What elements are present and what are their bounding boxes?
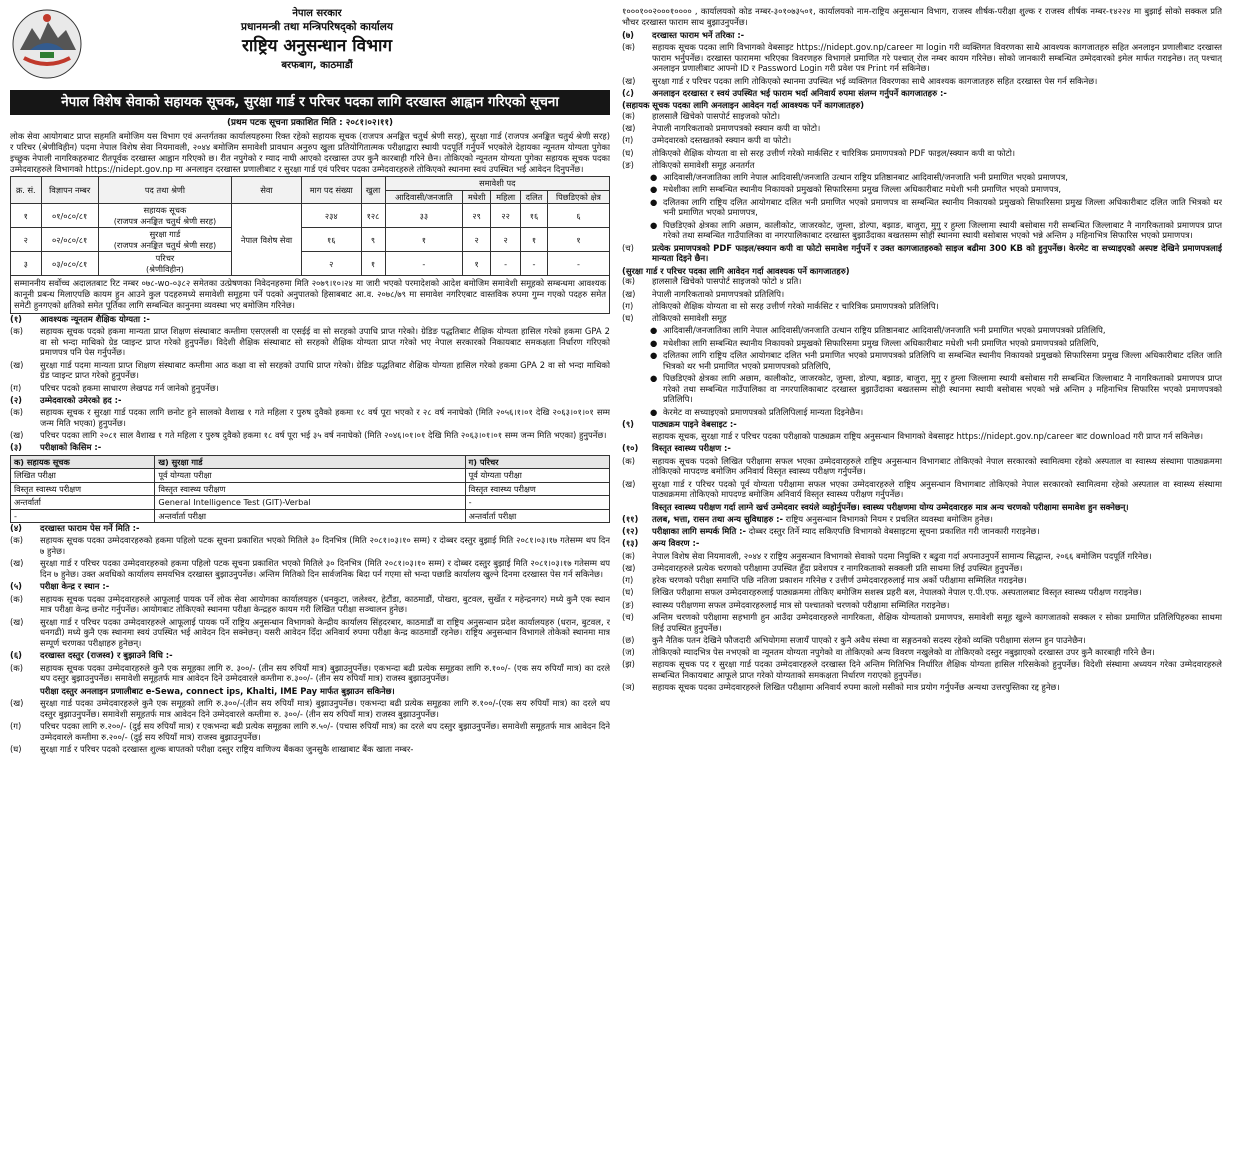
cell-adv-no: ०१/०८०/८१ [41, 204, 98, 228]
section-number: (१) [10, 313, 23, 324]
department-name: राष्ट्रिय अनुसन्धान विभाग [241, 36, 393, 57]
list-item [10, 535, 610, 557]
government-name: नेपाल सरकार [292, 8, 342, 19]
bullet-text: मधेशीका लागि सम्बन्धित स्थानीय निकायको प्रमुखको सिफारिसमा प्रमुख जिल्ला अधिकारीबाट मधेशी भनी प्रमाणित भएको प्रमाणपत्र, [663, 184, 1062, 195]
list-item [10, 558, 610, 580]
table-cell: लिखित परीक्षा [11, 469, 155, 483]
table-header: मधेशी [463, 190, 491, 204]
list-item [10, 663, 610, 685]
item-text: तोकिएको म्यादभित्र पेस नभएको वा न्यूनतम योग्यता नपुगेको वा तोकिएको अन्य विवरण नखुलेको वा तोकिएको दस्तुर नबुझाएको दरखास्त उपर कुनै कारबाही गरिने छैन। [652, 647, 1155, 657]
section-heading [10, 395, 610, 406]
section-text: दोब्बर दस्तुर तिर्ने म्याद सकिएपछि विभागको वेबसाइटमा सूचना प्रकाशित गरी जानकारी गराइनेछ। [748, 526, 1040, 536]
table-row [11, 482, 610, 496]
table-cell: विस्तृत स्वास्थ्य परीक्षण [155, 482, 465, 496]
item-label: (ख) [10, 697, 24, 708]
item-text: सुरक्षा गार्ड र परिचर पदका उम्मेदवारहरुले आफूलाई पायक पर्ने राष्ट्रिय अनुसन्धान विभागको केन्द्रीय कार्यालय सिंहदरबार, काठमाडौं वा राष्ट्रिय अनुसन्धान प्रदेश कार्यालयहरु (धरान, बुटवल, र धनगढी) मध्ये कुनै एक स्थानमा स्वयं उपस्थित भई आवेदन दिन सक्नेछन्। यसरी आवेदन दिँदा अनिवार्य रुपमा परीक्षा केन्द्र काठमाडौं रहनेछ। राष्ट्रिय अनुसन्धान विभागले तोकेको स्थानमा मात्र सम्पूर्ण चरणका परीक्षाहरु हुनेछन्। [40, 616, 610, 649]
table-row [11, 496, 610, 510]
table-cell: पूर्व योग्यता परीक्षा [465, 469, 609, 483]
subheading: (सहायक सूचक पदका लागि अनलाइन आवेदन गर्दा आवश्यक पर्ने कागजातहरु) [622, 100, 865, 110]
list-item [622, 160, 1222, 171]
table-cell: अन्तर्वार्ता परीक्षा [465, 509, 609, 523]
cell-post [98, 228, 231, 252]
list-item [10, 617, 610, 649]
section-body [652, 526, 1222, 537]
section-heading [622, 419, 1222, 430]
item-label: (घ) [622, 313, 634, 323]
bullet-text: पिछडिएको क्षेत्रका लागि अछाम, कालीकोट, जाजरकोट, जुम्ला, डोल्पा, बझाङ, बाजुरा, मुगु र हुम्ला जिल्लामा स्थायी बसोबास गरी सम्बन्धित जिल्लाबाट नै नागरिकताको प्रमाणपत्र प्राप्त गरेको तथा सम्बन्धित गाउँपालिका वा नगरपालिकाबाट दरखास्त बुझाउँदाका बखतसम्म सोही स्थानमा स्थायी बसोबास भएको भन्ने अन्तिम ३ महिनाभित्र सिफारिस भएको प्रमाणपत्र। [663, 219, 1222, 241]
bullet-icon: ● [650, 172, 658, 182]
item-text: सहायक सूचक र सुरक्षा गार्ड पदका लागि छनोट हुने सालको वैशाख १ गते महिला र पुरुष दुवैको हकमा १८ वर्ष पूरा भएको र २८ वर्ष ननाघेको (मिति २०५६।१।०१ देखि २०६३।०१।०१ सम्म जन्म मिति भएका) हुनुपर्नेछ। [40, 407, 610, 428]
item-label: (क) [622, 276, 635, 287]
section-title: परीक्षाको किसिम :- [40, 442, 102, 453]
section-heading [10, 442, 610, 453]
section-number: (५) [10, 581, 23, 592]
list-item [622, 612, 1222, 634]
table-header: खुला [361, 177, 385, 204]
table-header: विज्ञापन नम्बर [41, 177, 98, 204]
post-name: सुरक्षा गार्ड [149, 229, 181, 240]
table-header: दलित [521, 190, 548, 204]
item-text: हरेक चरणको परीक्षा समाप्ति पछि नतिजा प्रकाशन गरिनेछ र उत्तीर्ण उम्मेदवारहरुलाई मात्र अर्को परीक्षामा सम्मिलित गराइनेछ। [652, 575, 1027, 585]
list-item [10, 594, 610, 616]
item-text: सहायक सूचक पदका लागि विभागको वेबसाइट https://nidept.gov.np/career मा login गरी व्यक्तिगत विवरणका साथै आवश्यक कागजातहरु सहित अनलाइन प्रणालीबाट दरखास्त फाराम भर्नुपर्नेछ। दरखास्त फाराममा भरिएका विवरणहरु विभागले प्रमाणित गरे पश्चात् रोल नम्बर कायम गरिनेछ। सोको जानकारी सम्बन्धित उम्मेदवारको इमेल मार्फत गराइनेछ। तत् पश्चात् अनलाइन प्रणालीबाट आफ्नो ID र Password Login गरी प्रवेश पत्र Print गर्न सकिनेछ। [652, 41, 1222, 74]
cell-open: ९ [361, 228, 385, 252]
item-text: सुरक्षा गार्ड र परिचर पदका लागि तोकिएको स्थानमा उपस्थित भई व्यक्तिगत विवरणका साथै आवश्यक कागजातहरु सहित दरखास्त पेस गर्न सकिनेछ। [652, 75, 1098, 86]
list-item [622, 647, 1222, 658]
item-text: नेपाली नागरिकताको प्रमाणपत्रको स्क्यान कपी वा फोटो। [652, 123, 821, 133]
cell-janajati: - [385, 252, 463, 276]
cell-mahila: २२ [491, 204, 521, 228]
list-item [622, 276, 1222, 287]
item-label: (ख) [10, 558, 24, 569]
item-label: (क) [10, 325, 23, 336]
item-text: सुरक्षा गार्ड र परिचर पदको पूर्व योग्यता परीक्षामा सफल भएका उम्मेदवारहरुले राष्ट्रिय अनुसन्धान विभागबाट तोकिएको नेपाल सरकारको स्वामित्वमा रहेको अस्पताल वा स्वास्थ्य संस्थामा पाठ्यक्रममा तोकिएको मापदण्ड बमोजिम अनिवार्य विस्तृत स्वास्थ्य परीक्षण गर्नुपर्नेछ। [652, 478, 1222, 500]
section-title: तलब, भत्ता, रासन तथा अन्य सुविधाहरु :- [652, 513, 783, 524]
list-item [10, 686, 610, 697]
office-name: प्रधानमन्त्री तथा मन्त्रिपरिषद्को कार्यालय [241, 20, 393, 33]
section-number: (४) [10, 523, 23, 534]
cell-service: नेपाल विशेष सेवा [232, 204, 302, 276]
bullet-text: दलितका लागि राष्ट्रिय दलित आयोगबाट दलित भनी प्रमाणित भएको प्रमाणपत्र वा सम्बन्धित स्थानीय निकायको प्रमुखको सिफारिसमा प्रमुख जिल्ला अधिकारीबाट दलित जाति भित्रको थर भनी प्रमाणित भएको प्रमाणपत्र, [663, 196, 1222, 218]
cell-pichhadiyeko: १ [547, 228, 609, 252]
item-label: (ञ) [622, 682, 635, 693]
list-item [622, 479, 1222, 501]
table-cell: General Intelligence Test (GIT)-Verbal [155, 496, 465, 510]
item-text: तोकिएको समावेशी समूह अनतर्गत [652, 159, 755, 170]
section-heading [622, 443, 1222, 454]
item-label [10, 686, 34, 697]
item-text: सहायक सूचक पदका उम्मेदवारहरुले आफूलाई पायक पर्ने लोक सेवा आयोगका कार्यालयहरु (धनकुटा, जलेश्वर, हेटौंडा, काठमाडौं, पोखरा, बुटवल, सुर्खेत र महेन्द्रनगर) मध्ये कुनै एक स्थान मात्र परीक्षा केन्द्र छनोट गर्नुपर्नेछ। आयोगबाट तोकिएको स्थानमा परीक्षा केन्द्रहरु कायम गरी लिखित परीक्षा सञ्चालन हुनेछ। [40, 593, 610, 615]
bullet-item [650, 338, 1222, 349]
list-item [622, 600, 1222, 611]
item-label: (क) [10, 407, 23, 418]
item-label: (ख) [622, 478, 636, 489]
list-item [622, 659, 1222, 681]
item-label: (ज) [622, 647, 635, 657]
bullet-text: आदिवासी/जनजातिका लागि नेपाल आदिवासी/जनजाति उत्थान राष्ट्रिय प्रतिष्ठानबाट आदिवासी/जनजाति भनी प्रमाणित भएको प्रमाणपत्रको प्रतिलिपि, [663, 325, 1106, 336]
table-row [11, 228, 610, 252]
list-item [10, 326, 610, 358]
section-heading [622, 538, 1222, 549]
section-title: परीक्षा केन्द्र र स्थान :- [40, 581, 110, 592]
section-heading [10, 650, 610, 661]
post-grade: (राजपत्र अनङ्कित चतुर्थ श्रेणी सरह) [113, 215, 217, 226]
cell-pichhadiyeko: ६ [547, 204, 609, 228]
section-title: आवश्यक न्यूनतम शैक्षिक योग्यता :- [40, 313, 150, 324]
list-item [622, 502, 1222, 513]
bullet-icon: ● [650, 184, 658, 195]
list-item [10, 698, 610, 720]
item-label: (ङ) [622, 599, 634, 610]
table-header: क) सहायक सूचक [11, 455, 155, 469]
item-label: (छ) [622, 634, 635, 645]
section-heading [622, 88, 1222, 99]
table-header: सेवा [232, 177, 302, 204]
section-title: विस्तृत स्वास्थ्य परीक्षण :- [652, 443, 731, 454]
cell-dalit: १६ [521, 204, 548, 228]
list-item [622, 301, 1222, 312]
item-label: (झ) [622, 659, 635, 670]
bullet-icon: ● [650, 372, 658, 383]
table-row [11, 469, 610, 483]
item-text: सहायक सूचक पदको हकमा मान्यता प्राप्त शिक्षण संस्थाबाट कम्तीमा एसएलसी वा एसईई वा सो सरहको उपाधि प्राप्त गरेको। ग्रेडिङ पद्धतिबाट शैक्षिक योग्यता हासिल गरेको हकमा GPA 2 वा सो भन्दा माथिको ग्रेड प्वाइन्ट प्राप्त गरेको हुनुपर्नेछ। विदेशी शैक्षिक संस्थाबाट सो सरहको शैक्षिक योग्यता प्राप्त गरेको भए नेपाल सरकारको निकायबाट समकक्षता निर्धारण गरिएको प्रमाणपत्र पनि पेस गर्नुपर्नेछ। [40, 325, 610, 358]
item-label: (क) [10, 662, 23, 673]
cell-madhesi: २ [463, 228, 491, 252]
table-row [11, 509, 610, 523]
syllabus-text: सहायक सूचक, सुरक्षा गार्ड र परिचर पदका परीक्षाको पाठ्यक्रम राष्ट्रिय अनुसन्धान विभागको वेबसाइट https://nidept.gov.np/career बाट download गरी प्राप्त गर्न सकिनेछ। [652, 431, 1203, 441]
bullet-text: दलितका लागि राष्ट्रिय दलित आयोगबाट दलित भनी प्रमाणित भएको प्रमाणपत्रको प्रतिलिपि वा सम्बन्धित स्थानीय निकायको प्रमुखको सिफारिसमा प्रमुख जिल्ला अधिकारीबाट दलित जाति भित्रको थर भनी प्रमाणित भएको प्रमाणपत्रको प्रतिलिपि, [663, 349, 1222, 371]
right-column [622, 6, 1222, 1158]
table-cell: विस्तृत स्वास्थ्य परीक्षण [465, 482, 609, 496]
bullet-item [650, 184, 1222, 195]
section-heading [622, 30, 1222, 41]
item-label: (क) [622, 41, 635, 52]
item-text: नेपाल विशेष सेवा नियमावली, २०४४ र राष्ट्रिय अनुसन्धान विभागको सेवाको पदमा नियुक्ति र बढुवा गर्दा अपनाउनुपर्ने सामान्य सिद्धान्त, २०६६ बमोजिम पदपूर्ति गरिनेछ। [652, 550, 1152, 561]
section-number: (२) [10, 394, 23, 405]
list-item [622, 243, 1222, 265]
item-text: सहायक सूचक पदका उम्मेदवारहरुको हकमा पहिलो पटक सूचना प्रकाशित भएको मितिले ३० दिनभित्र (मिति २०८१।०३।१० सम्म) र दोब्बर दस्तुर बुझाई मिति २०८१।०३।१७ गतेसम्म थप दिन ७ हुनेछ। [40, 535, 610, 557]
list-item [622, 635, 1222, 646]
post-name: सहायक सूचक [143, 205, 187, 216]
item-text: सुरक्षा गार्ड र परिचर पदका उम्मेदवारहरुको हकमा पहिलो पटक सूचना प्रकाशित भएको मितिले ३० दिनभित्र (मिति २०८१।०३।१० सम्म) र दोब्बर दस्तुर बुझाई मिति २०८१।०३।१७ गतेसम्म थप दिन ७ हुनेछ। उक्त अवधिको कार्यालय समयभित्र दरखास्त बुझाउनुपर्नेछ। अन्तिम मितिको दिन सार्वजनिक बिदा पर्न गएमा सो भन्दा पछाडि कार्यालय खुल्ने दिनमा दरखास्त पेस गर्न सकिनेछ। [40, 558, 610, 580]
item-label: (ग) [622, 135, 634, 146]
item-label: (क) [622, 110, 635, 121]
item-label [622, 431, 646, 442]
cell-dalit: - [521, 252, 548, 276]
section-title: पाठ्यक्रम पाइने वेबसाइट :- [652, 418, 737, 429]
table-header: क्र. सं. [11, 177, 42, 204]
item-label: (क) [622, 455, 635, 466]
item-text: परिचर पदका लागि २०८१ साल वैशाख १ गते महिला र पुरुष दुवैको हकमा १८ वर्ष पूरा भई ३५ वर्ष ननाघेको (मिति २०४६।०१।०१ देखि मिति २०६३।०१।०१ सम्म जन्म मिति भएका) हुनुपर्नेछ। [40, 430, 607, 441]
section-text: राष्ट्रिय अनुसन्धान विभागको नियम र प्रचलित व्यवस्था बमोजिम हुनेछ। [785, 513, 993, 524]
cell-sn: २ [11, 228, 42, 252]
item-label: (ख) [10, 430, 24, 441]
item-label: (क) [10, 535, 23, 546]
table-header-row [11, 455, 610, 469]
item-label: (ङ) [622, 159, 634, 170]
fee-continuation: १०००१००२०००१०००० , कार्यालयको कोड नम्बर-३०१०७३५०१, कार्यालयको नाम-राष्ट्रिय अनुसन्धान विभाग, राजस्व शीर्षक-परीक्षा शुल्क र राजस्व शीर्षक नम्बर-१४२२४ मा बुझाई सोको सक्कल प्रति भौचर दरखास्त फाराम साथ बुझाउनुपर्नेछ। [622, 6, 1222, 27]
item-text: लिखित परीक्षामा सफल उम्मेदवारहरुलाई पाठ्यक्रममा तोकिए बमोजिम सशस्त्र प्रहरी बल, नेपालको नेपाल ए.पी.एफ. अस्पतालबाट विस्तृत स्वास्थ्य परीक्षण गराइनेछ। [652, 587, 1142, 598]
table-header: ख) सुरक्षा गार्ड [155, 455, 465, 469]
item-text: अन्तिम चरणको परीक्षामा सहभागी हुन आउँदा उम्मेदवारहरुले नागरिकता, शैक्षिक योग्यताको प्रमाणपत्र, समावेशी समूह खुल्ने कागजातको सक्कल र सोका प्रमाणित प्रतिलिपिहरुका साथमा लिई उपस्थित हुनुपर्नेछ। [652, 611, 1222, 633]
table-header: महिला [491, 190, 521, 204]
item-label: (ख) [10, 359, 24, 370]
item-text: सुरक्षा गार्ड पदका उम्मेदवारहरुले कुनै एक समूहको लागि रु.३००/-(तीन सय रुपियाँ मात्र) बुझाउनुपर्नेछ। एकभन्दा बढी प्रत्येक समूहका लागि रु.१००/-(एक सय रुपियाँ मात्र) का दरले थप दस्तुर बुझाउनुपर्नेछ। समावेशी समूहतर्फ मात्र आवेदन दिने उम्मेदवारले कम्तीमा रु. ३००/- (तीन सय रुपियाँ मात्र) राजस्व बुझाउनुपर्नेछ। [40, 697, 610, 719]
item-text: सहायक सूचक पदका उम्मेदवारहरुले लिखित परीक्षामा अनिवार्य रुपमा कालो मसीको मात्र प्रयोग गर्नुपर्नेछ अन्यथा उत्तरपुस्तिका रद्द हुनेछ। [652, 682, 1060, 693]
table-cell: - [11, 509, 155, 523]
cell-post [98, 252, 231, 276]
bullet-text: केरमेट वा सच्याइएको प्रमाणपत्रको प्रतिलिपिलाई मान्यता दिइनेछैन। [663, 406, 864, 417]
section-title: अन्य विवरण :- [652, 538, 700, 549]
list-item [622, 123, 1222, 134]
table-cell: विस्तृत स्वास्थ्य परीक्षण [11, 482, 155, 496]
section-title: परीक्षाका लागि सम्पर्क मिति :- [652, 526, 746, 536]
cell-demand: २ [301, 252, 361, 276]
subheading: (सुरक्षा गार्ड र परिचर पदका लागि आवेदन गर्दा आवश्यक पर्ने कागजातहरु) [622, 265, 850, 276]
item-text: हालसालै खिचेको पासपोर्ट साइजको फोटो ४ प्रति। [652, 276, 802, 287]
left-column [10, 6, 610, 1158]
cell-adv-no: ०३/०८०/८१ [41, 252, 98, 276]
item-text: सहायक सूचक पदको लिखित परीक्षामा सफल भएका उम्मेदवारहरुले राष्ट्रिय अनुसन्धान विभागबाट तोकिएको नेपाल सरकारको स्वामित्वमा रहेको अस्पताल वा स्वास्थ्य संस्थामा पाठ्यक्रममा तोकिएको मापदण्ड बमोजिम अनिवार्य विस्तृत स्वास्थ्य परीक्षण गर्नुपर्नेछ। [652, 455, 1222, 477]
exam-type-table [10, 455, 610, 524]
item-label: (ख) [622, 75, 636, 86]
bullet-text: आदिवासी/जनजातिका लागि नेपाल आदिवासी/जनजाति उत्थान राष्ट्रिय प्रतिष्ठानबाट आदिवासी/जनजाति भनी प्रमाणित भएको प्रमाणपत्र, [663, 172, 1068, 182]
item-label [622, 502, 646, 513]
table-cell: पूर्व योग्यता परीक्षा [155, 469, 465, 483]
section-number: (६) [10, 650, 23, 661]
vacancy-note: सम्माननीय सर्वोच्च अदालतबाट रिट नम्बर ०७८-wo-०३८२ समेतका उत्प्रेषणका निवेदनहरुमा मिति २०७९।१०।२४ मा जारी भएको परमादेशको आदेश बमोजिम समावेशी समूहको सम्बन्धमा आवश्यक कानूनी प्रबन्ध मिलाएपछि कायम हुन आउने कुल पदहरुमध्ये समावेशी समूहमा पर्ने पदको अनुपातको हिसाबबाट आ.व. २०७८/७९ मा समावेश नगरिएबाट वास्तविक रुपमा गुम्न गएको पदहरु समेत समेटी हुनगएको क्षतिको समेत पूर्तिका लागि सम्बन्धित कानुनमा व्यवस्था भए बमोजिम गरिनेछ। [10, 276, 610, 313]
item-text: नेपाली नागरिकताको प्रमाणपत्रको प्रतिलिपि। [652, 288, 785, 299]
table-row [11, 204, 610, 228]
item-label: (ख) [10, 616, 24, 627]
bullet-item [650, 197, 1222, 219]
list-item [622, 42, 1222, 74]
list-item [622, 289, 1222, 300]
item-label: (ग) [622, 300, 634, 311]
table-header: माग पद संख्या [301, 177, 361, 204]
list-item [622, 76, 1222, 87]
item-text: विस्तृत स्वास्थ्य परीक्षण गर्दा लाग्ने खर्च उम्मेदवार स्वयंले व्यहोर्नुपर्नेछ। स्वास्थ्य परीक्षणमा योग्य उम्मेदवारहरु मात्र अन्य चरणको परीक्षामा समावेश हुन सक्नेछन्। [652, 501, 1129, 512]
list-item [622, 111, 1222, 122]
list-item [622, 575, 1222, 586]
bullet-icon: ● [650, 219, 658, 230]
bullet-item [650, 350, 1222, 372]
list-item [622, 563, 1222, 574]
section-heading [10, 581, 610, 592]
section-title: अनलाइन दरखास्त र स्वयं उपस्थित भई फाराम भर्दा अनिवार्य रुपमा संलग्न गर्नुपर्ने कागजातहरु :- [652, 87, 947, 98]
post-grade: (श्रेणीविहीन) [145, 263, 184, 274]
bullet-icon: ● [650, 349, 658, 360]
list-item [622, 682, 1222, 693]
item-text: तोकिएको शैक्षिक योग्यता वा सो सरह उत्तीर्ण गरेको मार्कसिट र चारित्रिक प्रमाणपत्रको PDF फाइल/स्क्यान कपी वा फोटो। [652, 147, 1016, 158]
table-cell: - [465, 496, 609, 510]
table-header: समावेशी पद [385, 177, 609, 191]
cell-open: १ [361, 252, 385, 276]
cell-sn: ३ [11, 252, 42, 276]
item-text: सुरक्षा गार्ड र परिचर पदको दरखास्त शुल्क बापतको परीक्षा दस्तुर राष्ट्रिय वाणिज्य बैंकका जुनसुकै शाखाबाट बैंक खाता नम्बर- [40, 743, 414, 754]
item-label: (ख) [622, 288, 636, 299]
item-label: (ख) [622, 562, 636, 573]
item-text: तोकिएको शैक्षिक योग्यता वा सो सरह उत्तीर्ण गरेको मार्कसिट र चारित्रिक प्रमाणपत्रको प्रतिलिपि। [652, 300, 939, 311]
list-item [10, 721, 610, 743]
item-label: (घ) [622, 587, 634, 598]
item-text: हालसालै खिचेको पासपोर्ट साइजको फोटो। [652, 110, 781, 121]
list-item [622, 551, 1222, 562]
cell-mahila: २ [491, 228, 521, 252]
item-text: परिचर पदको हकमा साधारण लेखपढ गर्न जानेको हुनुपर्नेछ। [40, 382, 219, 393]
list-item [622, 431, 1222, 442]
item-text: कुनै नैतिक पतन देखिने फौजदारी अभियोगमा सजायँ पाएको र कुनै अवैध संस्था वा सङ्गठनको सदस्य रहेको व्यक्ति परीक्षामा संलग्न हुन पाउनेछैन। [652, 634, 1086, 645]
bullet-item [650, 172, 1222, 183]
table-header: ग) परिचर [465, 455, 609, 469]
item-label: (ख) [622, 123, 636, 133]
intro-paragraph: लोक सेवा आयोगबाट प्राप्त सहमति बमोजिम यस विभाग एवं अन्तर्गतका कार्यालयहरुमा रिक्त रहेको सहायक सूचक (राजपत्र अनङ्कित चतुर्थ श्रेणी सरह), सुरक्षा गार्ड (राजपत्र अनङ्कित चतुर्थ श्रेणी सरह) र परिचर (श्रेणीविहीन) पदमा नेपाल विशेष सेवा नियमावली, २०४४ बमोजिम समावेशी प्रावधान अनुरुप खुला प्रतियोगितात्मक परीक्षाद्वारा स्थायी पदपूर्ति गर्नुपर्ने भएकोले देहायका न्यूनतम योग्यता पुगेका इच्छुक नेपाली नागरिकहरुबाट रीतपूर्वक दरखास्त आह्वान गरिएको छ। रीत नपुगेको र म्याद नाघी आएको दरखास्त उपर कुनै कारबाही गरिने छैन। तोकिएको न्यूनतम योग्यता पुगेका सहायक सूचक पदका उम्मेदवारहरुले विभागको https://nidept.gov.np मा अनलाइन दरखास्त प्रणालीबाट र सुरक्षा गार्ड एवं परिचर पदका उम्मेदवारहरुले तोकिएको स्थानमा स्वयं उपस्थित भई आवेदन दिनुपर्नेछ। [10, 131, 610, 174]
section-number: (३) [10, 442, 23, 453]
list-item [622, 313, 1222, 324]
list-item [622, 135, 1222, 146]
item-label: (क) [10, 593, 23, 604]
bullet-icon: ● [650, 337, 658, 348]
cell-demand: २३४ [301, 204, 361, 228]
list-item [622, 148, 1222, 159]
bullet-icon: ● [650, 406, 658, 417]
item-text: परीक्षा दस्तुर अनलाइन प्रणालीबाट e-Sewa, connect ips, Khalti, IME Pay मार्फत बुझाउन सकिनेछ। [40, 685, 395, 696]
post-name: परिचर [155, 253, 175, 264]
section-title: उम्मेदवारको उमेरको हद :- [40, 394, 122, 405]
cell-pichhadiyeko: - [547, 252, 609, 276]
bullet-icon: ● [650, 325, 658, 336]
section-heading [10, 523, 610, 534]
bullet-item [650, 220, 1222, 242]
bullet-text: मधेशीका लागि सम्बन्धित स्थानीय निकायको प्रमुखको सिफारिसमा प्रमुख जिल्ला अधिकारीबाट मधेशी भनी प्रमाणित भएको प्रमाणपत्रको प्रतिलिपि, [663, 337, 1099, 348]
section-number: (१३) [622, 538, 639, 549]
section-title: दरखास्त दस्तुर (राजस्व) र बुझाउने विधि :- [40, 650, 173, 661]
cell-dalit: १ [521, 228, 548, 252]
section-number: (९) [622, 418, 635, 429]
publication-date: (प्रथम पटक सूचना प्रकाशित मिति : २०८१।०२।११) [226, 118, 394, 129]
item-text: परिचर पदका लागि रु.२००/- (दुई सय रुपियाँ मात्र) र एकभन्दा बढी प्रत्येक समूहका लागि रु.५०/- (पचास रुपियाँ मात्र) का दरले थप दस्तुर बुझाउनुपर्नेछ। समावेशी समूहतर्फ मात्र आवेदन दिने उम्मेदवारले कम्तीमा रु.२००/- (दुई सय रुपियाँ मात्र) राजस्व बुझाउनुपर्नेछ। [40, 720, 610, 742]
bullet-item [650, 325, 1222, 336]
table-cell: अन्तर्वार्ता [11, 496, 155, 510]
section-title: दरखास्त फाराम भर्ने तरिका :- [652, 29, 745, 40]
cell-madhesi: १ [463, 252, 491, 276]
table-header: पद तथा श्रेणी [98, 177, 231, 204]
table-header: आदिवासी/जनजाति [385, 190, 463, 204]
list-item [10, 383, 610, 394]
address: बरफबाग, काठमाडौं [281, 59, 353, 71]
section-heading [622, 514, 1222, 525]
cell-open: १२८ [361, 204, 385, 228]
section-number: (११) [622, 513, 639, 524]
section-heading [622, 526, 1222, 537]
table-cell: अन्तर्वार्ता परीक्षा [155, 509, 465, 523]
cell-janajati: १ [385, 228, 463, 252]
notice-title: नेपाल विशेष सेवाको सहायक सूचक, सुरक्षा गार्ड र परिचर पदका लागि दरखास्त आह्वान गरिएको सूचना [10, 90, 610, 115]
list-item [622, 456, 1222, 478]
cell-mahila: - [491, 252, 521, 276]
bullet-item [650, 373, 1222, 405]
list-item [622, 587, 1222, 598]
item-text: प्रत्येक प्रमाणपत्रको PDF फाइल/स्क्यान कपी वा फोटो समावेश गर्नुपर्ने र उक्त कागजातहरुको साइज बढीमा 300 KB को हुनुपर्नेछ। केरमेट वा सच्याइएको अस्पष्ट देखिने प्रमाणपत्रलाई मान्यता दिइने छैन। [652, 242, 1222, 264]
item-label: (क) [622, 550, 635, 561]
section-number: (७) [622, 29, 635, 40]
item-label: (ग) [10, 720, 22, 731]
cell-demand: १६ [301, 228, 361, 252]
section-number: (१२) [622, 526, 639, 536]
item-text: उम्मेदवारहरुले प्रत्येक चरणको परीक्षामा उपस्थित हुँदा प्रवेशपत्र र नागरिकताको सक्कली प्रति साथमा लिई उपस्थित हुनुपर्नेछ। [652, 562, 1023, 573]
section-number: (८) [622, 87, 635, 98]
item-text: सहायक सूचक पदका उम्मेदवारहरुले कुनै एक समूहका लागि रु. ३००/- (तीन सय रुपियाँ मात्र) बुझाउनुपर्नेछ। एकभन्दा बढी प्रत्येक समूहका लागि रु.१००/- (एक सय रुपियाँ मात्र) का दरले थप दस्तुर बुझाउनुपर्नेछ। समावेशी समूहतर्फ मात्र आवेदन दिने उम्मेदवारले कम्तीमा रु.३००/- (तीन सय रुपियाँ मात्र) राजस्व बुझाउनुपर्नेछ। [40, 662, 610, 684]
cell-madhesi: २९ [463, 204, 491, 228]
section-title: दरखास्त फाराम पेस गर्ने मिति :- [40, 523, 140, 534]
item-text: सहायक सूचक पद र सुरक्षा गार्ड पदका उम्मेदवारहरुले दरखास्त दिने अन्तिम मितिभित्र निर्धारित शैक्षिक योग्यता हासिल गरिसकेको हुनुपर्नेछ। विदेशी संस्थामा अध्ययन गरेका उम्मेदवारहरुले सम्बन्धित निकायबाट आफूले प्राप्त गरेको योग्यताको समकक्षता निर्धारण गराएको हुनुपर्नेछ। [652, 659, 1222, 680]
item-label: (च) [622, 242, 634, 253]
list-item [10, 744, 610, 755]
item-label: (घ) [10, 743, 22, 754]
item-text: स्वास्थ्य परीक्षणमा सफल उम्मेदवारहरुलाई मात्र सो पश्चातको चरणको परीक्षामा सम्मिलित गराइनेछ। [652, 599, 950, 610]
section-body [652, 514, 1222, 525]
item-text: सुरक्षा गार्ड पदमा मान्यता प्राप्त शिक्षण संस्थाबाट कम्तीमा आठ कक्षा वा सो सरहको उपाधि प्राप्त गरेको। ग्रेडिङ पद्धतिबाट शैक्षिक योग्यता हासिल गरेको हकमा GPA 2 वा सो भन्दा माथिको ग्रेड प्वाइन्ट प्राप्त गरेको हुनुपर्नेछ। [40, 359, 610, 381]
list-item [10, 360, 610, 382]
cell-janajati: ३३ [385, 204, 463, 228]
item-text: तोकिएको समावेशी समूह [652, 313, 727, 323]
list-item [10, 407, 610, 429]
cell-adv-no: ०२/०८०/८१ [41, 228, 98, 252]
vacancy-table [10, 176, 610, 276]
post-grade: (राजपत्र अनङ्कित चतुर्थ श्रेणी सरह) [113, 239, 217, 250]
item-label: (च) [622, 611, 634, 622]
table-row [11, 252, 610, 276]
cell-post [98, 204, 231, 228]
item-label: (ग) [622, 575, 634, 585]
section-number: (१०) [622, 443, 639, 454]
item-text: उम्मेदवारको दस्तखतको स्क्यान कपी वा फोटो। [652, 135, 792, 146]
section-heading [10, 314, 610, 325]
bullet-icon: ● [650, 196, 658, 207]
table-header: पिछडिएको क्षेत्र [547, 190, 609, 204]
header [10, 6, 610, 88]
list-item [10, 430, 610, 441]
bullet-text: पिछडिएको क्षेत्रका लागि अछाम, कालीकोट, जाजरकोट, जुम्ला, डोल्पा, बझाङ, बाजुरा, मुगु र हुम्ला जिल्लामा स्थायी बसोबास गरी सम्बन्धित जिल्लाबाट नै नागरिकताको प्रमाणपत्र प्राप्त गरेको तथा सम्बन्धित गाउँपालिका वा नगरपालिकाबाट दरखास्त बुझाउँदाका बखतसम्म सोही स्थानमा स्थायी बसोबास भएको भन्ने अन्तिम ३ महिनाभित्र सिफारिस भएको प्रमाणपत्रको प्रतिलिपि। [663, 372, 1222, 405]
item-label: (घ) [622, 147, 634, 158]
nepal-emblem-icon [10, 6, 84, 80]
item-label: (ग) [10, 382, 22, 393]
bullet-item [650, 407, 1222, 418]
cell-sn: १ [11, 204, 42, 228]
